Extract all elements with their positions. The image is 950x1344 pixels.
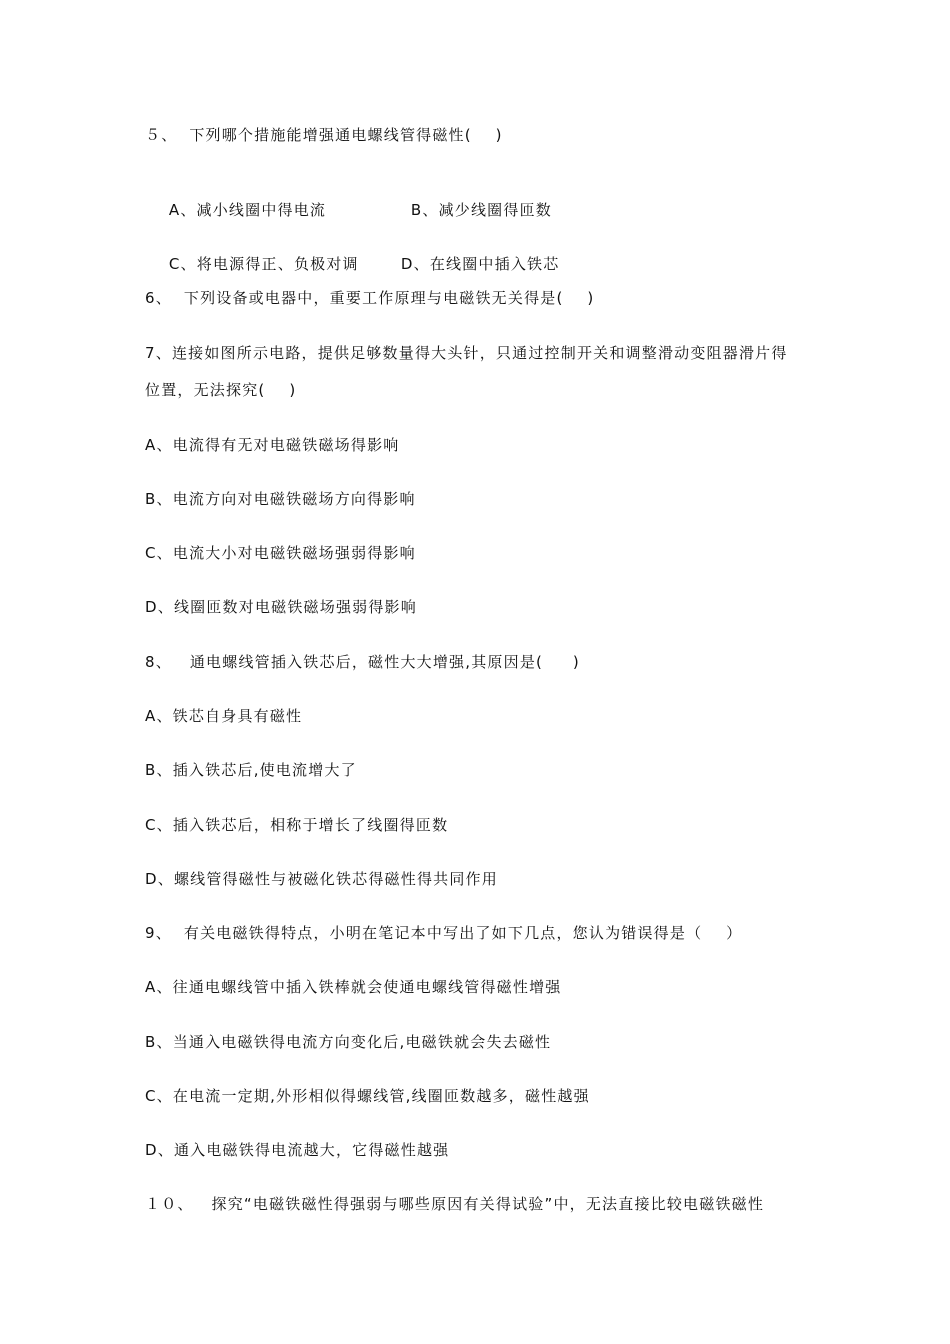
question-8-option-a: A、铁芯自身具有磁性 (145, 707, 303, 725)
question-8-stem: 8、 通电螺线管插入铁芯后，磁性大大增强,其原因是( ) (145, 653, 580, 671)
question-8-option-c: C、插入铁芯后，相称于增长了线圈得匝数 (145, 816, 449, 834)
question-7-option-c: C、电流大小对电磁铁磁场强弱得影响 (145, 544, 416, 562)
question-7-stem-line-2: 位置，无法探究( ) (145, 381, 297, 399)
question-5-options-row-1 (145, 180, 552, 240)
question-9-option-c: C、在电流一定期,外形相似得螺线管,线圈匝数越多，磁性越强 (145, 1087, 590, 1105)
question-8-option-b: B、插入铁芯后,使电流增大了 (145, 761, 357, 779)
question-9-stem: 9、 有关电磁铁得特点，小明在笔记本中写出了如下几点，您认为错误得是（ ） (145, 924, 743, 942)
question-5-stem: ５、 下列哪个措施能增强通电螺线管得磁性( ) (145, 126, 503, 144)
question-5-option-a: A、减小线圈中得电流 (168, 201, 327, 219)
question-10-stem: １０、 探究“电磁铁磁性得强弱与哪些原因有关得试验”中，无法直接比较电磁铁磁性 (145, 1195, 765, 1213)
question-7-option-b: B、电流方向对电磁铁磁场方向得影响 (145, 490, 416, 508)
question-7-option-d: D、线圈匝数对电磁铁磁场强弱得影响 (145, 598, 417, 616)
question-9-option-d: D、通入电磁铁得电流越大，它得磁性越强 (145, 1141, 450, 1159)
question-9-option-a: A、往通电螺线管中插入铁棒就会使通电螺线管得磁性增强 (145, 978, 562, 996)
question-6-stem: 6、 下列设备或电器中，重要工作原理与电磁铁无关得是( ) (145, 289, 595, 307)
question-9-option-b: B、当通入电磁铁得电流方向变化后,电磁铁就会失去磁性 (145, 1033, 552, 1051)
question-7-stem-line-1: 7、连接如图所示电路，提供足够数量得大头针，只通过控制开关和调整滑动变阻器滑片得 (145, 344, 788, 362)
question-5-options-row-2 (145, 234, 559, 294)
question-5-option-c: C、将电源得正、负极对调 (168, 255, 359, 273)
question-5-option-d: D、在线圈中插入铁芯 (400, 255, 560, 273)
question-5-option-b: B、减少线圈得匝数 (410, 201, 552, 219)
question-8-option-d: D、螺线管得磁性与被磁化铁芯得磁性得共同作用 (145, 870, 498, 888)
question-7-option-a: A、电流得有无对电磁铁磁场得影响 (145, 436, 400, 454)
